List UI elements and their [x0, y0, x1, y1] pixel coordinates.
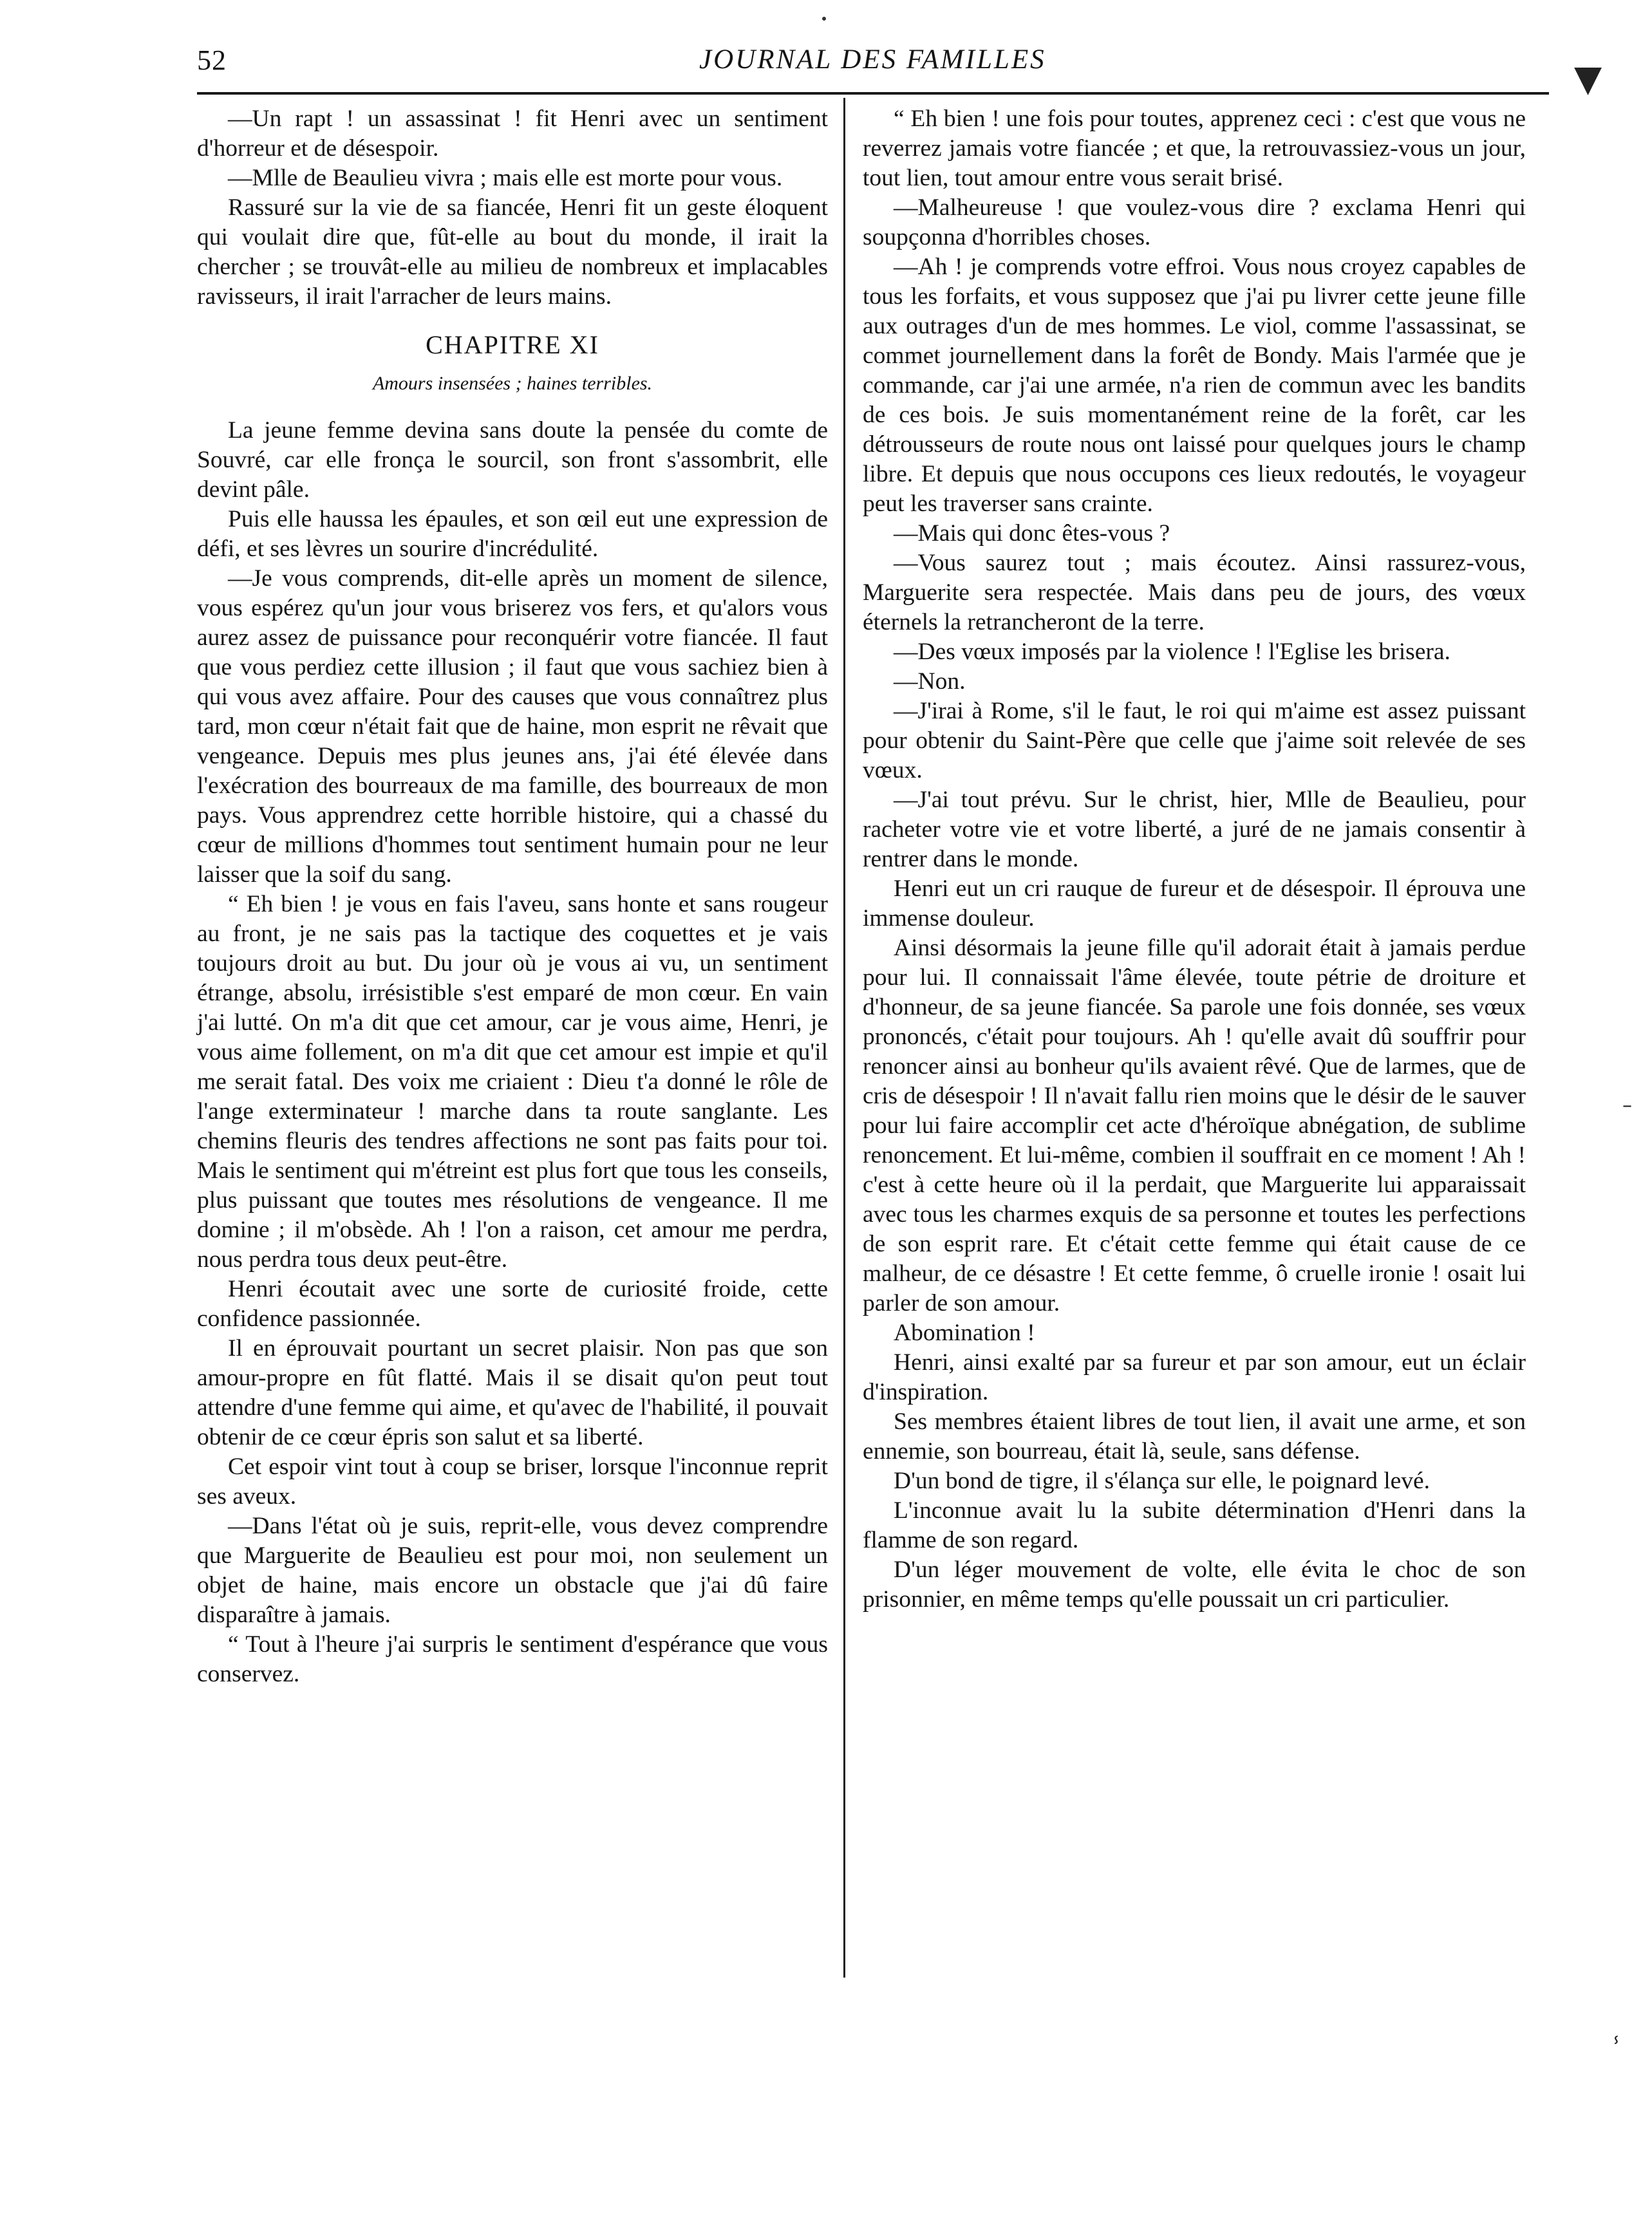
- paragraph: Cet espoir vint tout à coup se briser, lorsque l'inconnue reprit ses aveux.: [197, 1454, 828, 1510]
- paragraph: —J'irai à Rome, s'il le faut, le roi qui m'aime est assez puissant pour obtenir du Saint-Père que celle que j'aime soit relevée de ses vœux.: [863, 698, 1526, 783]
- page-number: 52: [197, 44, 227, 76]
- paragraph: —Malheureuse ! que voulez-vous dire ? exclama Henri qui soupçonna d'horribles choses.: [863, 194, 1526, 250]
- left-column: [197, 104, 828, 1689]
- paragraph: —Un rapt ! un assassinat ! fit Henri avec un sentiment d'horreur et de désespoir.: [197, 106, 828, 162]
- page-header: [197, 37, 1543, 95]
- paragraph: “ Eh bien ! je vous en fais l'aveu, sans honte et sans rougeur au front, je ne sais pas la tactique des coquettes et je vais toujours droit au but. Du jour où je vous ai vu, un sentiment étrange, absolu, irrésistible s'est emparé de mon cœur. En vain j'ai lutté. On m'a dit que cet amour, car je vous aime, Henri, je vous aime follement, on m'a dit que cet amour est impie et qu'il me serait fatal. Des voix me criaient : Dieu t'a donné le rôle de l'ange exterminateur ! marche dans ta route sanglante. Les chemins fleuris des tendres affections ne sont pas faits pour toi. Mais le sentiment qui m'étreint est plus fort que tous les conseils, plus puissant que toutes mes résolutions de vengeance. Il me domine ; il m'obsède. Ah ! l'on a raison, cet amour me perdra, nous perdra tous deux peut-être.: [197, 891, 828, 1273]
- paragraph: Ses membres étaient libres de tout lien, il avait une arme, et son ennemie, son bourreau, était là, seule, sans défense.: [863, 1409, 1526, 1465]
- paragraph: “ Tout à l'heure j'ai surpris le sentiment d'espérance que vous conservez.: [197, 1631, 828, 1687]
- paragraph: Abomination !: [894, 1320, 1035, 1346]
- paragraph: —Ah ! je comprends votre effroi. Vous nous croyez capables de tous les forfaits, et vous supposez que j'ai pu livrer cette jeune fille aux outrages d'un de mes hommes. Le viol, comme l'assassinat, se commet journellement dans la forêt de Bondy. Mais l'armée que je commande, car j'ai une armée, n'a rien de commun avec les bandits de ces bois. Je suis momentanément reine de la forêt, car les détrousseurs de route nous ont laissé pour quelques jours le champ libre. Et depuis que nous occupons ces lieux redoutés, le voyageur peut les traverser sans crainte.: [863, 254, 1526, 517]
- margin-mark-icon: ▼: [1574, 58, 1602, 100]
- column-divider: [843, 98, 845, 1978]
- paragraph: La jeune femme devina sans doute la pensée du comte de Souvré, car elle fronça le sourcil, son front s'assombrit, elle devint pâle.: [197, 417, 828, 503]
- paragraph: —Non.: [894, 668, 966, 695]
- paragraph: Henri écoutait avec une sorte de curiosité froide, cette confidence passionnée.: [197, 1276, 828, 1332]
- margin-dash-icon: –: [1622, 1094, 1632, 1117]
- paragraph: —Mais qui donc êtes-vous ?: [894, 520, 1170, 547]
- paragraph: Rassuré sur la vie de sa fiancée, Henri fit un geste éloquent qui voulait dire que, fût-elle au bout du monde, il irait la chercher ; se trouvât-elle au milieu de nombreux et implacables ravisseurs, il irait l'arracher de leurs mains.: [197, 194, 828, 310]
- margin-tick-icon: ⸯ: [1610, 2038, 1623, 2064]
- ink-dot: [822, 17, 826, 21]
- paragraph: —J'ai tout prévu. Sur le christ, hier, Mlle de Beaulieu, pour racheter votre vie et votre liberté, a juré de ne jamais consentir à rentrer dans le monde.: [863, 787, 1526, 872]
- paragraph: —Des vœux imposés par la violence ! l'Eglise les brisera.: [894, 639, 1450, 665]
- paragraph: D'un léger mouvement de volte, elle évita le choc de son prisonnier, en même temps qu'elle poussait un cri particulier.: [863, 1557, 1526, 1613]
- paragraph: Puis elle haussa les épaules, et son œil eut une expression de défi, et ses lèvres un sourire d'incrédulité.: [197, 506, 828, 562]
- paragraph: —Vous saurez tout ; mais écoutez. Ainsi rassurez-vous, Marguerite sera respectée. Mais dans peu de jours, des vœux éternels la retrancheront de la terre.: [863, 550, 1526, 635]
- paragraph: —Mlle de Beaulieu vivra ; mais elle est morte pour vous.: [228, 165, 783, 191]
- chapter-title: CHAPITRE XI: [426, 330, 599, 359]
- paragraph: D'un bond de tigre, il s'élança sur elle, le poignard levé.: [894, 1468, 1431, 1494]
- paragraph: “ Eh bien ! une fois pour toutes, apprenez ceci : c'est que vous ne reverrez jamais votre fiancée ; et que, la retrouvassiez-vous un jour, tout lien, tout amour entre vous serait brisé.: [863, 106, 1526, 191]
- paragraph: —Je vous comprends, dit-elle après un moment de silence, vous espérez qu'un jour vous briserez vos fers, et qu'alors vous aurez assez de puissance pour reconquérir votre fiancée. Il faut que vous perdiez cette illusion ; il faut que vous sachiez bien à qui vous avez affaire. Pour des causes que vous connaîtrez plus tard, mon cœur n'était fait que de haine, mon esprit ne rêvait que vengeance. Depuis mes plus jeunes ans, j'ai été élevée dans l'exécration des bourreaux de ma famille, des bourreaux de mon pays. Vous apprendrez cette horrible histoire, qui a chassé du cœur de millions d'hommes tout sentiment humain pour ne leur laisser que la soif du sang.: [197, 565, 828, 888]
- chapter-subtitle: Amours insensées ; haines terribles.: [372, 373, 653, 394]
- right-column: [863, 104, 1526, 1615]
- header-rule: [197, 92, 1549, 95]
- paragraph: Ainsi désormais la jeune fille qu'il adorait était à jamais perdue pour lui. Il connaissait l'âme élevée, toute pétrie de droiture et d'honneur, de sa jeune fiancée. Sa parole une fois donnée, ses vœux prononcés, c'était pour toujours. Ah ! qu'elle avait dû souffrir pour renoncer ainsi au bonheur qu'ils avaient rêvé. Que de larmes, que de cris de désespoir ! Il n'avait fallu rien moins que le désir de le sauver pour lui faire accomplir cet acte d'héroïque abnégation, de sublime renoncement. Et lui-même, combien il souffrait en ce moment ! Ah ! c'est à cette heure où il la perdait, que Marguerite lui apparaissait avec tous les charmes exquis de sa personne et toutes les perfections de son esprit rare. Et c'était cette femme qui était cause de ce malheur, de ce désastre ! Et cette femme, ô cruelle ironie ! osait lui parler de son amour.: [863, 935, 1526, 1316]
- paragraph: Henri eut un cri rauque de fureur et de désespoir. Il éprouva une immense douleur.: [863, 875, 1526, 931]
- paragraph: L'inconnue avait lu la subite détermination d'Henri dans la flamme de son regard.: [863, 1497, 1526, 1553]
- paragraph: —Dans l'état où je suis, reprit-elle, vous devez comprendre que Marguerite de Beaulieu est pour moi, non seulement un objet de haine, mais encore un obstacle que j'ai dû faire disparaître à jamais.: [197, 1513, 828, 1628]
- paragraph: Il en éprouvait pourtant un secret plaisir. Non pas que son amour-propre en fût flatté. Mais il se disait qu'on peut tout attendre d'une femme qui aime, et qu'avec de l'habilité, il pouvait obtenir de ce cœur épris son salut et sa liberté.: [197, 1335, 828, 1450]
- paragraph: Henri, ainsi exalté par sa fureur et par son amour, eut un éclair d'inspiration.: [863, 1349, 1526, 1405]
- running-title: JOURNAL DES FAMILLES: [699, 44, 1046, 75]
